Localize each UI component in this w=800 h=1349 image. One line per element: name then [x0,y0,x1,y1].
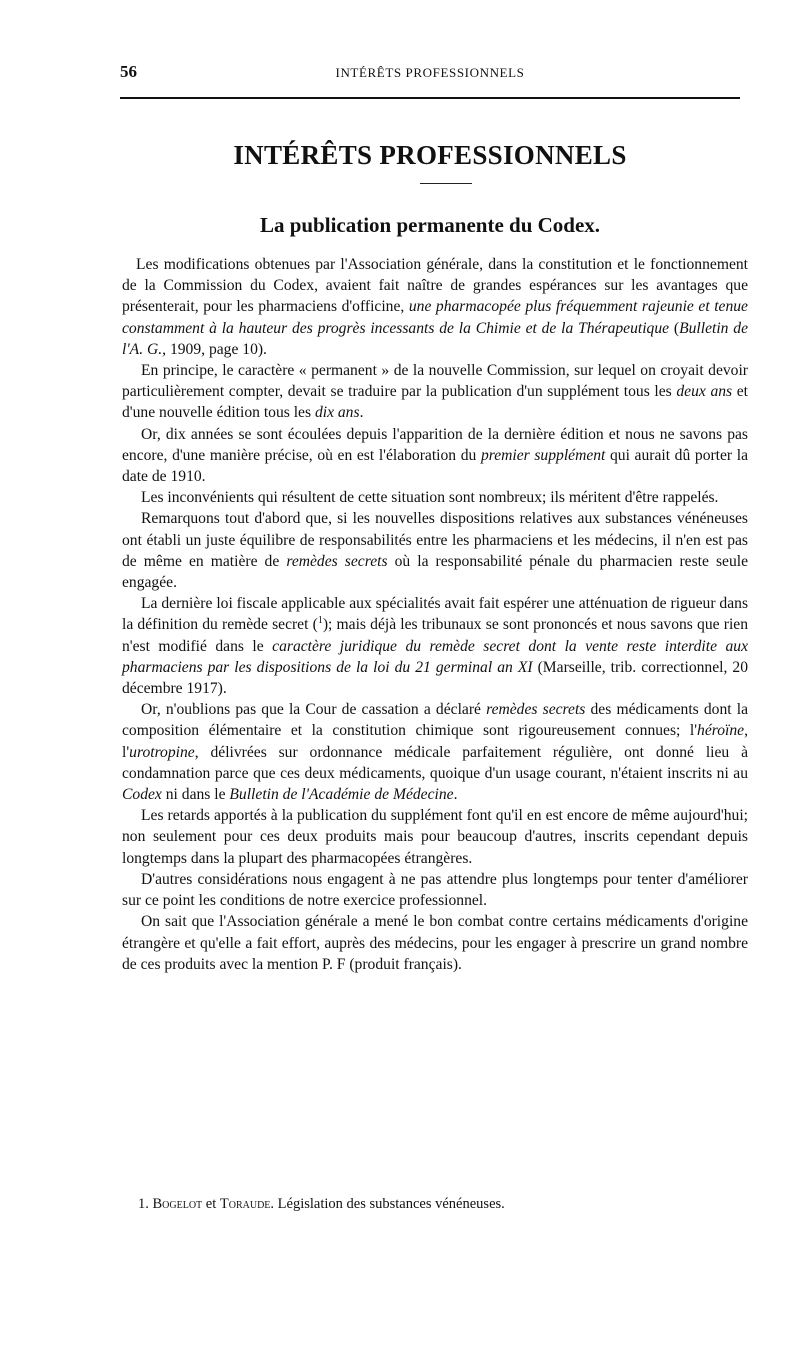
article-title: La publication permanente du Codex. [259,213,601,237]
text-run: . [453,786,458,804]
italic-run: deux ans [676,383,733,401]
text-run: , délivrées sur ordonnance médicale parfaitement régulière, ont donné lieu à condamnation parce que ces deux médicaments, quoique d'un usage courant, n'étaient inscrits ni au [122,743,748,782]
italic-run: héroïne [697,722,745,740]
italic-run: remèdes secrets [286,552,388,570]
paragraph [122,424,748,488]
footnote-author: Toraude [219,1196,271,1212]
text-run: ni dans le [161,786,230,804]
text-run: , 1909, page 10). [162,340,267,358]
text-run: ); mais déjà les tribunaux se sont prononcés et nous savons que rien n'est modifié dans le [122,616,748,655]
italic-run: remèdes secrets [486,701,586,719]
paragraph: Les retards apportés à la publication du supplément font qu'il en est encore de même aujourd'hui; non seulement pour ces deux produits mais pour beaucoup d'autres, inscrits cependant depuis longtemps dans la plupart des pharmacopées étrangères. [122,807,748,867]
text-run: qui aurait dû porter la date de 1910. [122,446,749,486]
text-run: et [202,1196,220,1212]
text-run: Or, dix années se sont écoulées depuis l'apparition de la dernière édition et nous ne savons pas encore, d'une manière précise, où en est l'élaboration du [122,425,748,464]
page-number: 56 [120,62,137,81]
text-run: où la responsabilité pénale du pharmacien reste seule engagée. [122,552,748,592]
text-run: (Marseille, trib. correctionnel, 20 décembre 1917). [122,658,749,698]
italic-run: Bulletin de l'Académie de Médecine [229,786,454,804]
italic-run: une pharmacopée plus fréquemment rajeunie et tenue constamment à la hauteur des progrès incessants de la Chimie et de la Thérapeutique [122,298,748,337]
text-run: , l' [122,722,748,761]
paragraph [122,360,748,424]
text-run: Les modifications obtenues par l'Association générale, dans la constitution et le fonctionnement de la Commission du Codex, avaient fait naître de grandes espérances sur les avantages que présenterait, pour les pharmaciens d'officine, [122,256,748,316]
section-title: INTÉRÊTS PROFESSIONNELS [233,140,627,170]
text-run: et d'une nouvelle édition tous les [122,383,748,422]
text-run: Remarquons tout d'abord que, si les nouvelles dispositions relatives aux substances vénéneuses ont établi un juste équilibre de responsabilités entre les pharmaciens et les médecins, il n'en est pas de même en matière de [122,510,748,570]
text-run: La dernière loi fiscale applicable aux spécialités avait fait espérer une atténuation de rigueur dans la définition du remède secret ( [122,595,749,634]
footnote-number: 1. [138,1196,149,1212]
footnote-author: Bogelot [152,1196,203,1212]
italic-run: dix ans [314,404,360,422]
text-run: des médicaments dont la composition élémentaire et la constitution chimique sont rigoureusement connues; l' [122,701,748,740]
italic-run: Codex [122,786,162,804]
paragraph [122,508,748,593]
italic-run: premier supplément [480,446,606,464]
running-head [120,62,740,86]
paragraph [122,699,748,805]
title-divider [420,183,472,184]
text-run: . [359,404,364,422]
citation-italic: Bulletin de l'A. G. [122,319,748,358]
italic-run: urotropine [129,743,195,761]
footnote-ref: 1 [317,615,323,627]
footnote-text: . Législation des substances vénéneuses. [270,1196,505,1212]
footnote [138,1196,748,1213]
paragraph: Les inconvénients qui résultent de cette situation sont nombreux; ils méritent d'être rappelés. [141,489,719,507]
paragraph [122,254,748,360]
text-run: En principe, le caractère « permanent » de la nouvelle Commission, sur lequel on croyait devoir particulièrement compter, devait se traduire par la publication d'un supplément tous les [122,362,748,401]
text-run: ( [669,319,680,337]
text-run: Or, n'oublions pas que la Cour de cassation a déclaré [141,701,487,719]
paragraph: D'autres considérations nous engagent à ne pas attendre plus longtemps pour tenter d'améliorer sur ce point les conditions de notre exercice professionnel. [122,870,748,910]
running-title: INTÉRÊTS PROFESSIONNELS [335,65,525,80]
paragraph [122,593,748,699]
article-body [122,254,748,975]
paragraph: On sait que l'Association générale a mené le bon combat contre certains médicaments d'origine étrangère et qu'elle a fait effort, auprès des médecins, pour les engager à prescrire un grand nombre de ces produits avec la mention P. F (produit français). [122,913,748,973]
italic-run: caractère juridique du remède secret dont la vente reste interdite aux pharmaciens par les dispositions de la loi du 21 germinal an XI [122,637,748,676]
header-rule [120,97,740,99]
